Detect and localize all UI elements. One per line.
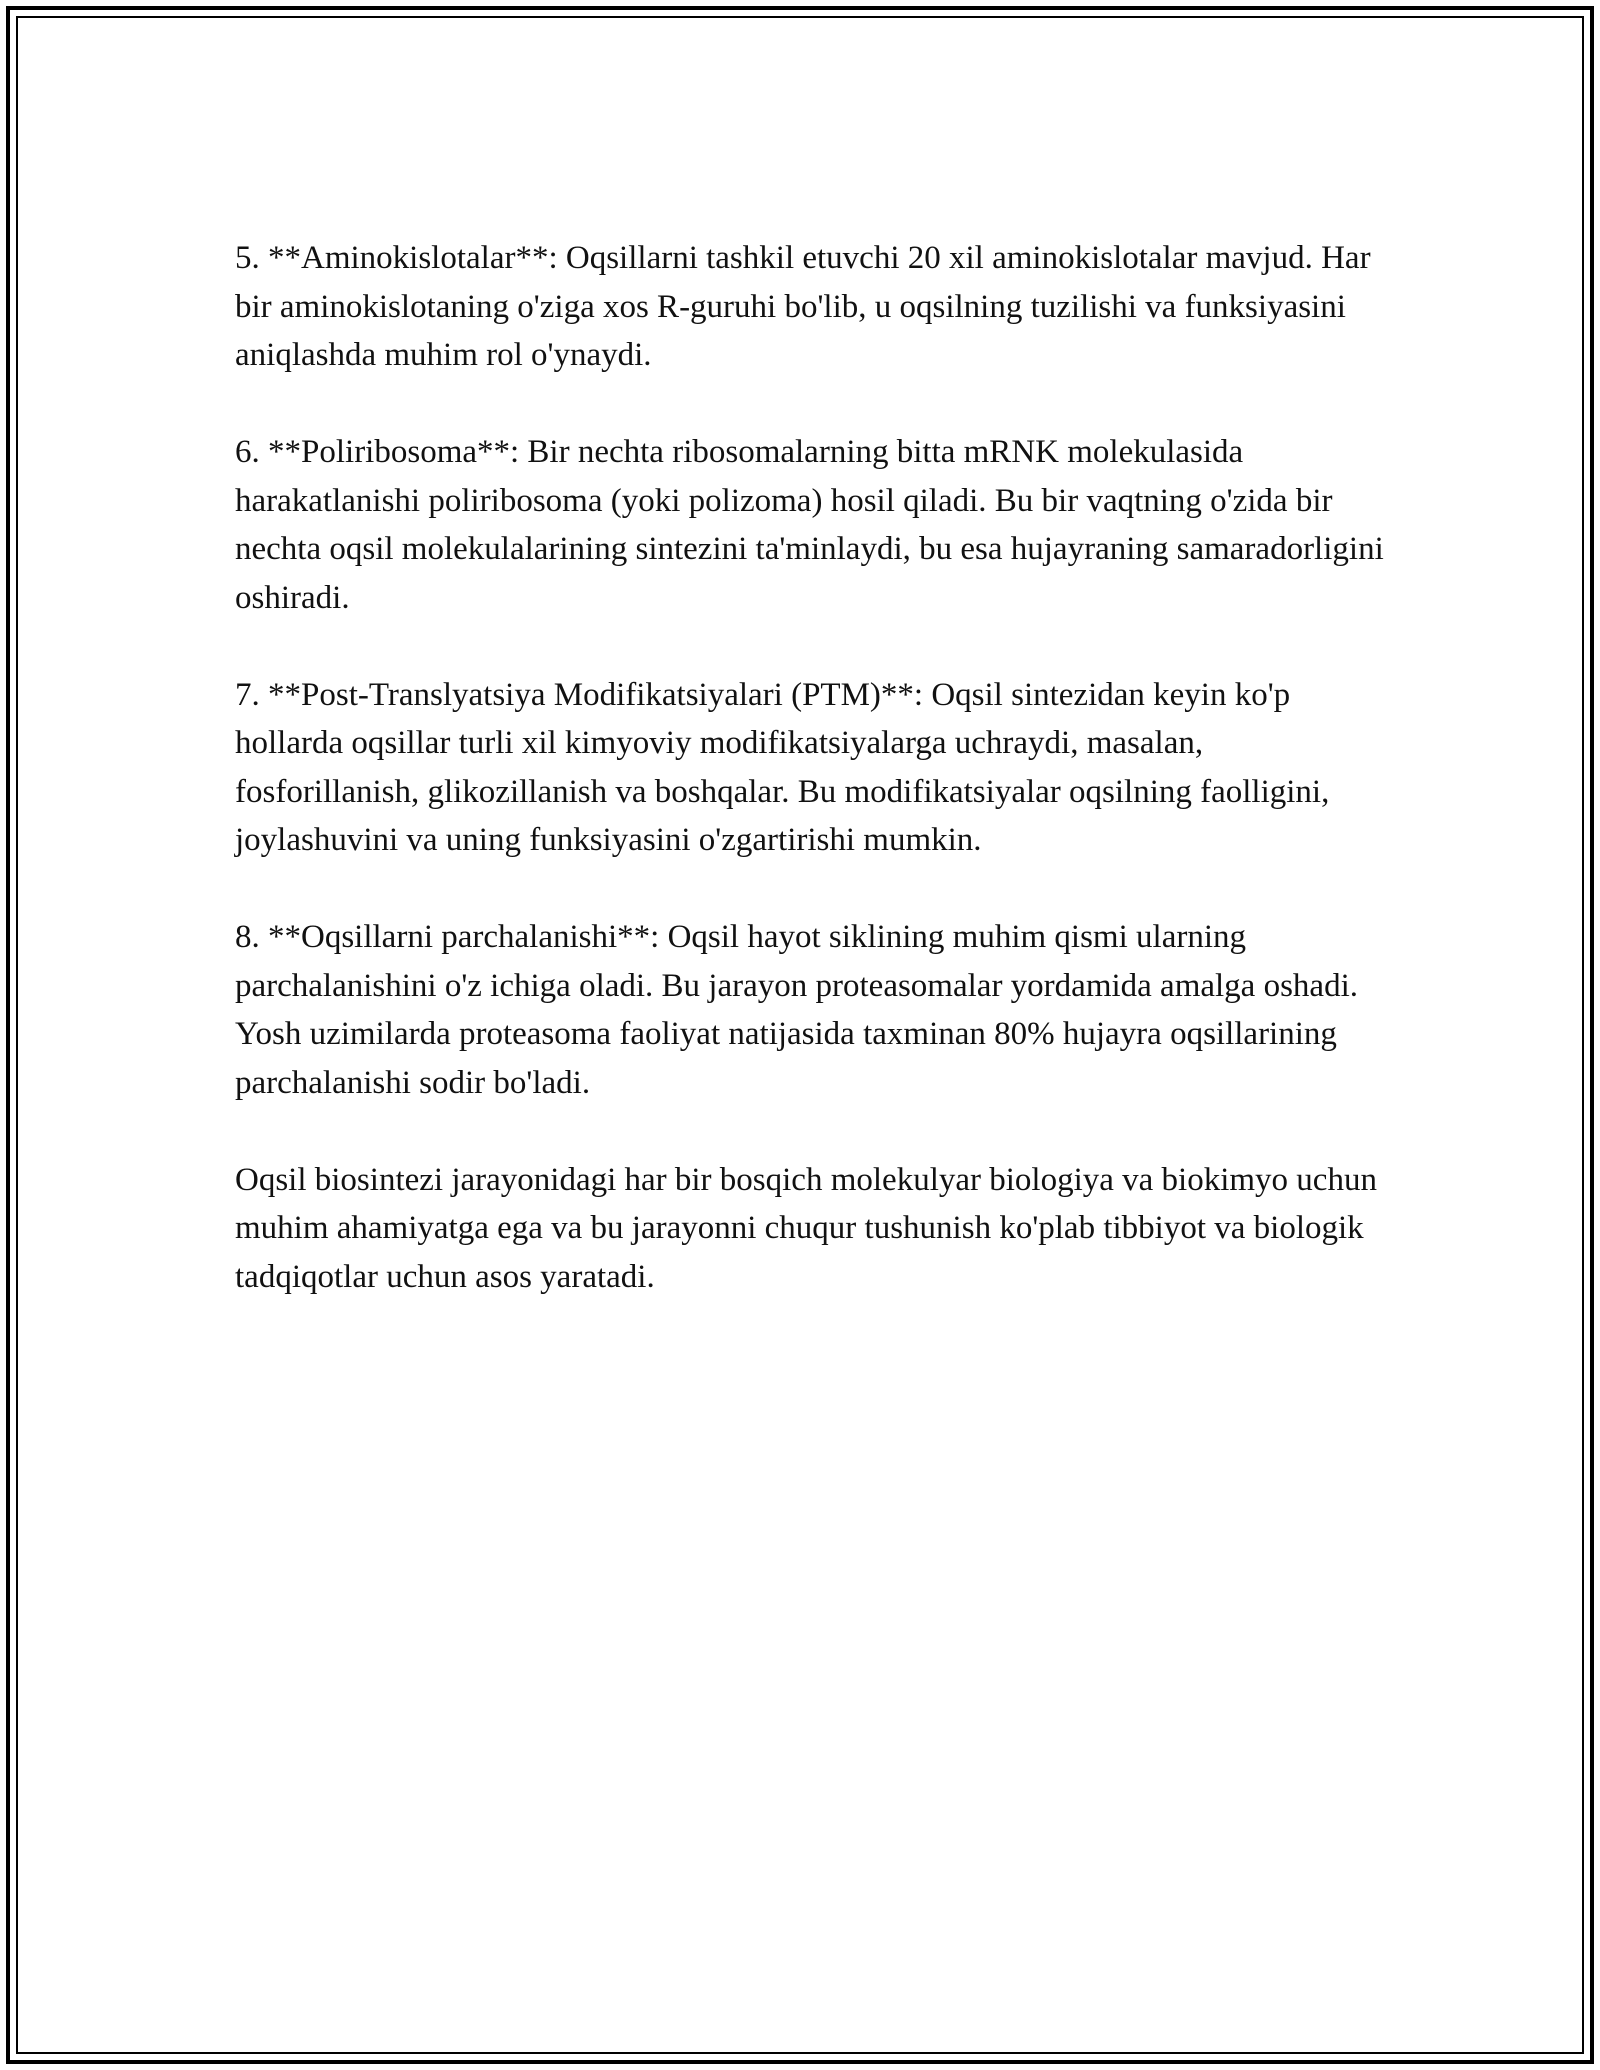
paragraph-aminokislotalar: 5. **Aminokislotalar**: Oqsillarni tashkil etuvchi 20 xil aminokislotalar mavjud. Har bir aminokislotaning o'ziga xos R-guruhi bo'lib, u oqsilning tuzilishi va funksiyasini aniqlashda muhim rol o'ynaydi. bbox=[235, 240, 1371, 373]
paragraph-poliribosoma: 6. **Poliribosoma**: Bir nechta ribosomalarning bitta mRNK molekulasida harakatlanishi poliribosoma (yoki polizoma) hosil qiladi. Bu bir vaqtning o'zida bir nechta oqsil molekulalarining sintezini ta'minlaydi, bu esa hujayraning samaradorligini oshiradi. bbox=[235, 434, 1384, 616]
paragraph-conclusion: Oqsil biosintezi jarayonidagi har bir bosqich molekulyar biologiya va biokimyo uchun muhim ahamiyatga ega va bu jarayonni chuqur tushunish ko'plab tibbiyot va biologik tadqiqotlar uchun asos yaratadi. bbox=[235, 1161, 1377, 1295]
paragraph-post-translyatsiya: 7. **Post-Translyatsiya Modifikatsiyalari (PTM)**: Oqsil sintezidan keyin ko'p hollarda oqsillar turli xil kimyoviy modifikatsiyalarga uchraydi, masalan, fosforillanish, glikozillanish va boshqalar. Bu modifikatsiyalar oqsilning faolligini, joylashuvini va uning funksiyasini o'zgartirishi mumkin. bbox=[235, 676, 1330, 858]
document-body bbox=[235, 234, 1385, 1350]
paragraph-oqsillarni-parchalanishi: 8. **Oqsillarni parchalanishi**: Oqsil hayot siklining muhim qismi ularning parchalanishini o'z ichiga oladi. Bu jarayon proteasomalar yordamida amalga oshadi. Yosh uzimilarda proteasoma faoliyat natijasida taxminan 80% hujayra oqsillarining parchalanishi sodir bo'ladi. bbox=[235, 919, 1358, 1101]
